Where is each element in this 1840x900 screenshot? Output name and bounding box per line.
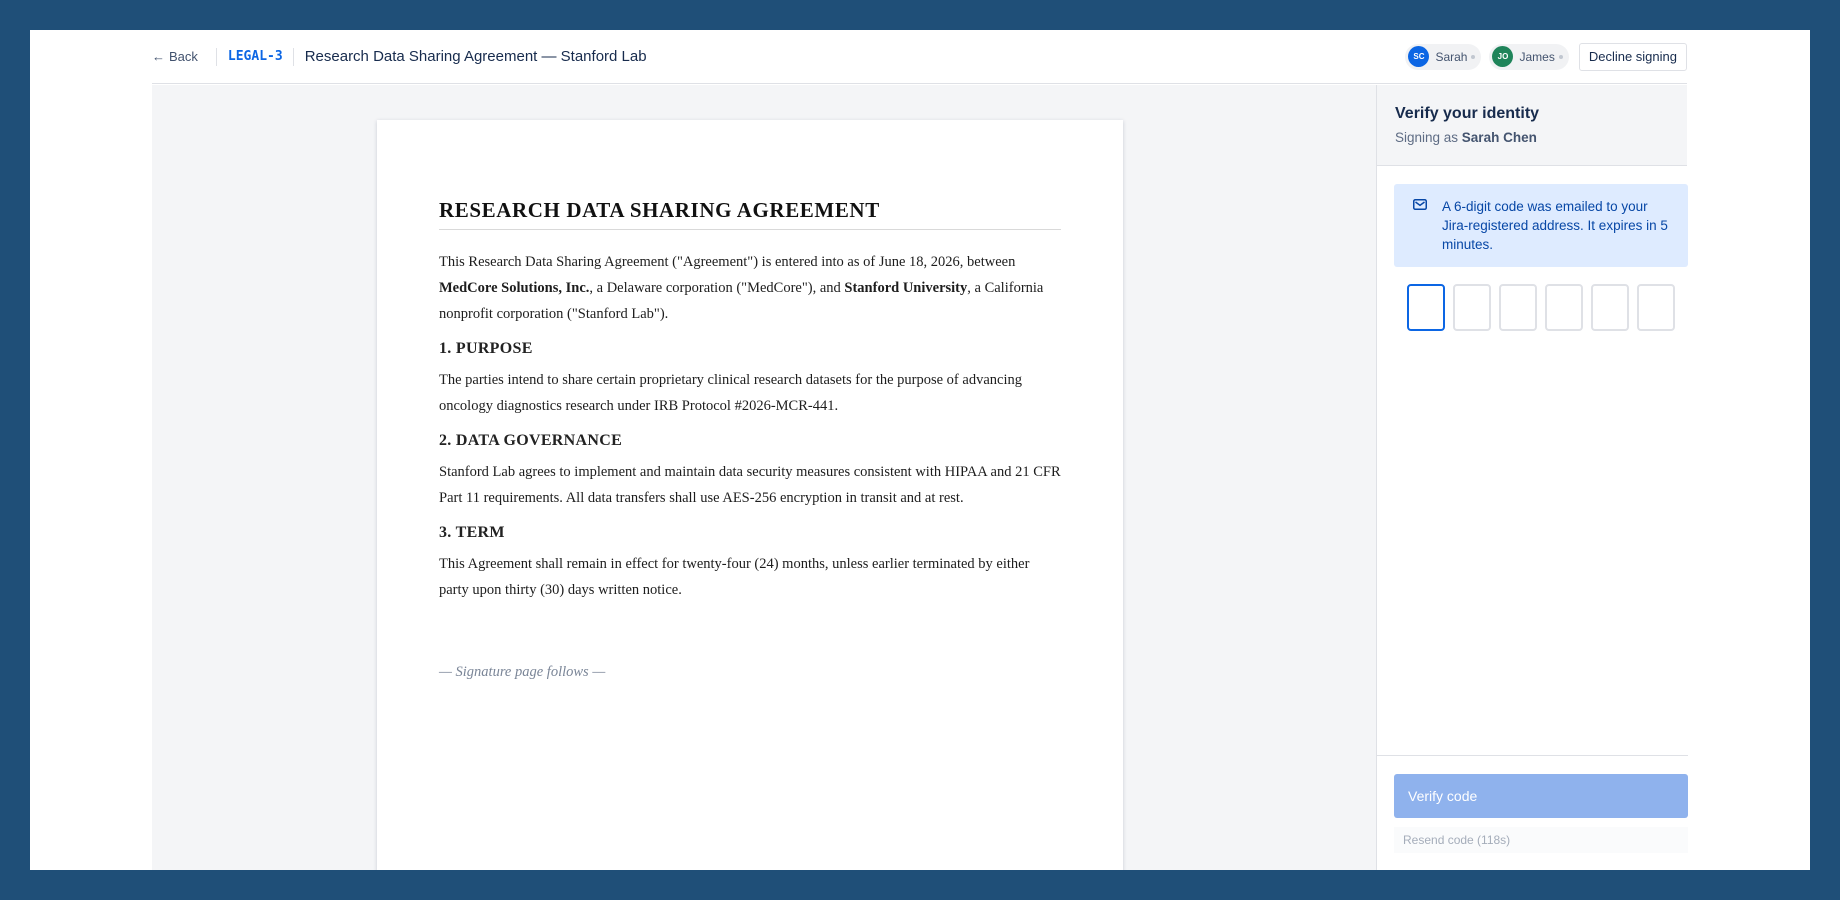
panel-footer xyxy=(1377,755,1688,870)
section-heading: 1. PURPOSE xyxy=(439,340,533,357)
document-heading: RESEARCH DATA SHARING AGREEMENT xyxy=(439,198,1061,230)
verify-code-button[interactable]: Verify code xyxy=(1394,774,1688,818)
code-digit-5[interactable] xyxy=(1591,284,1629,331)
signer-chip-sarah[interactable] xyxy=(1405,44,1481,70)
section-body: The parties intend to share certain proprietary clinical research datasets for the purpose of advancing oncology diagnostics research under IRB Protocol #2026-MCR-441. xyxy=(439,372,1022,414)
top-bar xyxy=(152,30,1687,84)
intro-paragraph: This Research Data Sharing Agreement ("Agreement") is entered into as of June 18, 2026, between MedCore Solutions, Inc., a Delaware corporation ("MedCore"), and Stanford University, a California nonprofit corporation ("Stanford Lab"). xyxy=(439,254,1044,322)
info-message xyxy=(1394,184,1688,267)
mail-icon xyxy=(1413,199,1427,210)
signing-as: Signing as Sarah Chen xyxy=(1395,130,1537,145)
issue-key-link[interactable]: LEGAL-3 xyxy=(227,49,283,64)
signer-chip-james[interactable] xyxy=(1489,44,1568,70)
section-heading: 3. TERM xyxy=(439,524,505,541)
status-dot xyxy=(1471,55,1475,59)
code-digit-2[interactable] xyxy=(1453,284,1491,331)
app-frame xyxy=(30,30,1810,870)
document-viewer[interactable] xyxy=(152,85,1376,870)
panel-title: Verify your identity xyxy=(1395,105,1540,122)
resend-code-link[interactable]: Resend code (118s) xyxy=(1394,827,1688,853)
party-name: Stanford University xyxy=(844,280,968,296)
avatar: JO xyxy=(1492,46,1513,67)
signer-full-name: Sarah Chen xyxy=(1461,130,1537,145)
section-heading: 2. DATA GOVERNANCE xyxy=(439,432,623,449)
divider xyxy=(216,48,217,66)
signature-page-note: — Signature page follows — xyxy=(439,664,606,680)
code-digit-1[interactable] xyxy=(1407,284,1445,331)
code-digit-4[interactable] xyxy=(1545,284,1583,331)
section-body: Stanford Lab agrees to implement and maintain data security measures consistent with HIPAA and 21 CFR Part 11 requirements. All data transfers shall use AES-256 encryption in transit and at rest. xyxy=(439,464,1061,506)
panel-header xyxy=(1377,85,1687,166)
signer-name: James xyxy=(1519,49,1555,64)
back-label: Back xyxy=(169,49,198,64)
status-dot xyxy=(1559,55,1563,59)
signer-name: Sarah xyxy=(1435,49,1468,64)
code-digit-6[interactable] xyxy=(1637,284,1675,331)
arrow-left-icon: ← xyxy=(152,49,165,64)
avatar: SC xyxy=(1408,46,1429,67)
code-digit-3[interactable] xyxy=(1499,284,1537,331)
document-page xyxy=(377,120,1123,870)
page-title: Research Data Sharing Agreement — Stanford Lab xyxy=(304,48,647,65)
decline-signing-button[interactable]: Decline signing xyxy=(1579,43,1687,71)
info-text: A 6-digit code was emailed to your Jira-registered address. It expires in 5 minutes. xyxy=(1442,199,1668,252)
verify-identity-panel xyxy=(1376,85,1687,870)
party-name: MedCore Solutions, Inc. xyxy=(439,280,590,296)
header-actions xyxy=(1405,43,1687,71)
back-link[interactable] xyxy=(152,49,198,64)
section-body: This Agreement shall remain in effect for twenty-four (24) months, unless earlier terminated by either party upon thirty (30) days written notice. xyxy=(439,556,1030,598)
code-input-group xyxy=(1407,284,1687,331)
divider xyxy=(293,48,294,66)
